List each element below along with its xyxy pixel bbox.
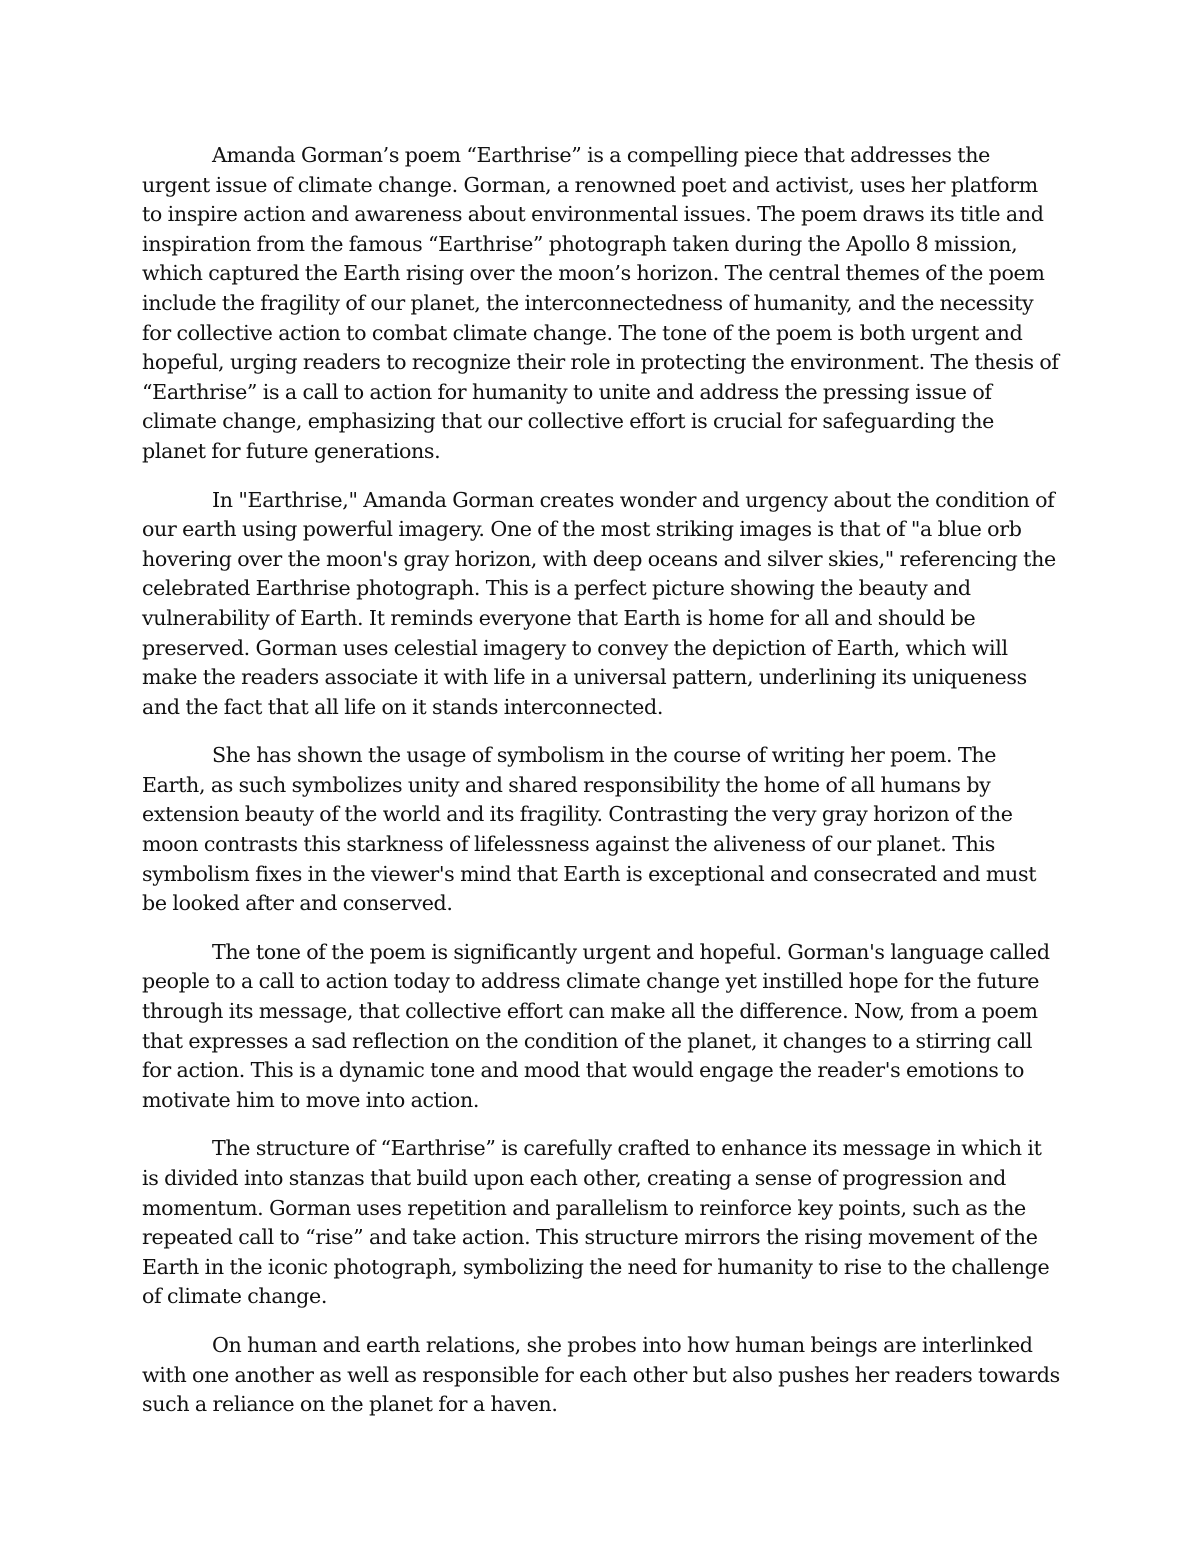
document-body (142, 141, 1060, 1439)
paragraph-symbolism: She has shown the usage of symbolism in the course of writing her poem. The Earth, as such symbolizes unity and shared responsibility the home of all humans by extension beauty of the world and its fragility. Contrasting the very gray horizon of the moon contrasts this starkness of lifelessness against the aliveness of our planet. This symbolism fixes in the viewer's mind that Earth is exceptional and consecrated and must be looked after and conserved. (142, 743, 1037, 916)
paragraph-tone: The tone of the poem is significantly urgent and hopeful. Gorman's language called people to a call to action today to address climate change yet instilled hope for the future through its message, that collective effort can make all the difference. Now, from a poem that expresses a sad reflection on the condition of the planet, it changes to a stirring call for action. This is a dynamic tone and mood that would engage the reader's emotions to motivate him to move into action. (142, 939, 1050, 1112)
paragraph-human-earth-relations: On human and earth relations, she probes into how human beings are interlinked with one another as well as responsible for each other but also pushes her readers towards such a reliance on the planet for a haven. (142, 1332, 1060, 1417)
paragraph-structure: The structure of “Earthrise” is carefully crafted to enhance its message in which it is divided into stanzas that build upon each other, creating a sense of progression and momentum. Gorman uses repetition and parallelism to reinforce key points, such as the repeated call to “rise” and take action. This structure mirrors the rising movement of the Earth in the iconic photograph, symbolizing the need for humanity to rise to the challenge of climate change. (142, 1136, 1050, 1309)
paragraph-introduction: Amanda Gorman’s poem “Earthrise” is a compelling piece that addresses the urgent issue of climate change. Gorman, a renowned poet and activist, uses her platform to inspire action and awareness about environmental issues. The poem draws its title and inspiration from the famous “Earthrise” photograph taken during the Apollo 8 mission, which captured the Earth rising over the moon’s horizon. The central themes of the poem include the fragility of our planet, the interconnectedness of humanity, and the necessity for collective action to combat climate change. The tone of the poem is both urgent and hopeful, urging readers to recognize their role in protecting the environment. The thesis of “Earthrise” is a call to action for humanity to unite and address the pressing issue of climate change, emphasizing that our collective effort is crucial for safeguarding the planet for future generations. (142, 143, 1059, 463)
paragraph-imagery: In "Earthrise," Amanda Gorman creates wonder and urgency about the condition of our earth using powerful imagery. One of the most striking images is that of "a blue orb hovering over the moon's gray horizon, with deep oceans and silver skies," referencing the celebrated Earthrise photograph. This is a perfect picture showing the beauty and vulnerability of Earth. It reminds everyone that Earth is home for all and should be preserved. Gorman uses celestial imagery to convey the depiction of Earth, which will make the readers associate it with life in a universal pattern, underlining its uniqueness and the fact that all life on it stands interconnected. (142, 487, 1056, 719)
